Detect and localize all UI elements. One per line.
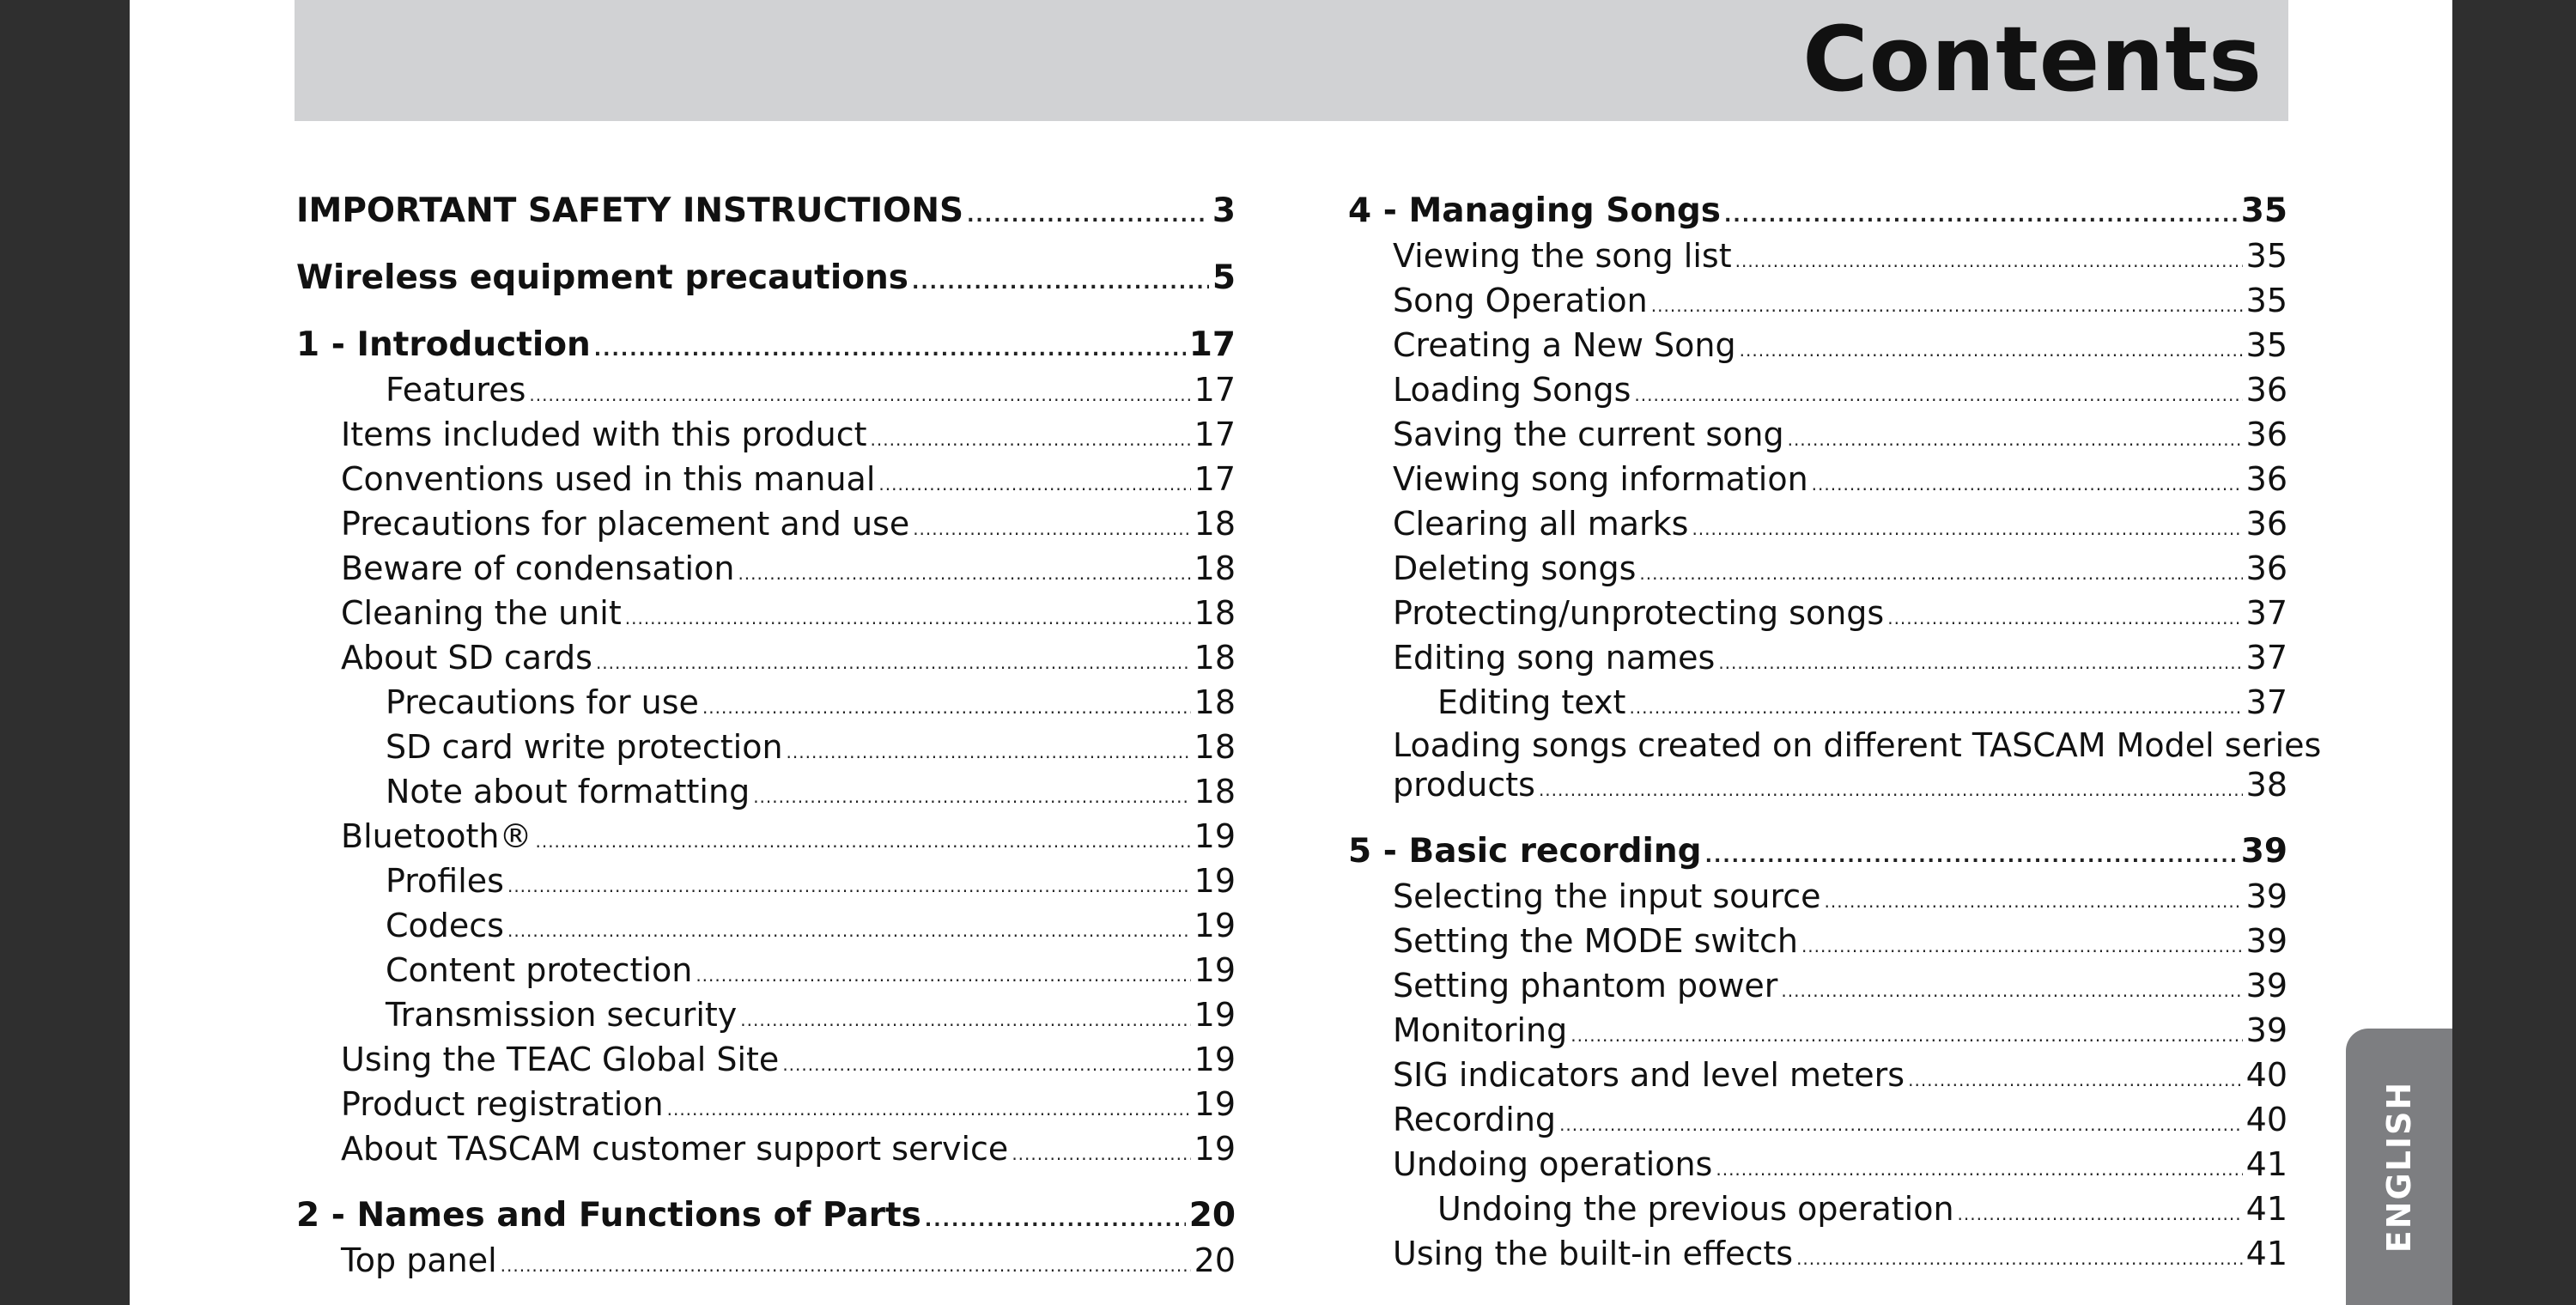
toc-entry[interactable] [296, 725, 1236, 769]
toc-page-number: 18 [1194, 683, 1236, 721]
toc-entry-title: Setting phantom power [1393, 967, 1778, 1005]
toc-entry[interactable] [1348, 367, 2287, 412]
toc-entry-title: Editing song names [1393, 639, 1716, 677]
toc-leader-dots [1629, 685, 2242, 730]
toc-entry[interactable] [296, 367, 1236, 412]
toc-entry[interactable] [296, 1082, 1236, 1126]
toc-leader-dots [1724, 194, 2238, 239]
toc-entry-title: 2 - Names and Functions of Parts [296, 1196, 921, 1235]
toc-entry[interactable] [1348, 412, 2287, 457]
toc-entry-title: About TASCAM customer support service [341, 1130, 1009, 1168]
toc-entry-title: Loading Songs [1393, 371, 1631, 409]
toc-entry-title: Song Operation [1393, 282, 1648, 319]
toc-entry[interactable] [1348, 501, 2287, 546]
toc-leader-dots [1908, 1058, 2243, 1102]
toc-leader-dots [913, 507, 1190, 551]
toc-page-number: 19 [1194, 1041, 1236, 1078]
toc-page-number: 39 [2245, 877, 2287, 915]
toc-page-number: 41 [2245, 1235, 2287, 1272]
toc-page-number: 38 [2245, 766, 2287, 804]
toc-entry-title: Viewing song information [1393, 460, 1808, 498]
toc-entry-title: 5 - Basic recording [1348, 832, 1702, 871]
toc-entry-title: 1 - Introduction [296, 325, 591, 364]
toc-entry-title: Profiles [386, 862, 504, 900]
toc-entry[interactable] [1348, 1097, 2287, 1142]
toc-entry[interactable] [1348, 1187, 2287, 1231]
toc-entry[interactable] [1348, 766, 2287, 807]
toc-leader-dots [535, 819, 1190, 864]
toc-leader-dots [1718, 640, 2242, 685]
toc-page-number: 19 [1194, 996, 1236, 1034]
toc-page-number: 20 [1188, 1196, 1236, 1235]
toc-entry[interactable] [296, 635, 1236, 680]
toc-page-number: 39 [2245, 967, 2287, 1005]
toc-page-number: 35 [2245, 282, 2287, 319]
toc-leader-dots [1571, 1013, 2242, 1058]
toc-entry-title: Precautions for placement and use [341, 505, 910, 543]
toc-entry-title: Cleaning the unit [341, 594, 622, 632]
toc-entry[interactable] [296, 859, 1236, 903]
toc-entry[interactable] [1348, 680, 2287, 725]
toc-leader-dots [1796, 1236, 2243, 1281]
toc-entry-title: Deleting songs [1393, 549, 1637, 587]
language-tab-label: ENGLISH [2380, 1080, 2418, 1253]
toc-page-number: 3 [1212, 191, 1236, 230]
toc-leader-dots [912, 261, 1209, 306]
toc-page-number: 36 [2245, 505, 2287, 543]
toc-page-number: 20 [1194, 1241, 1236, 1279]
toc-left-column [296, 189, 1236, 1283]
toc-page-number: 39 [2245, 922, 2287, 960]
toc-entry[interactable] [296, 992, 1236, 1037]
toc-leader-dots [696, 953, 1190, 998]
toc-leader-dots [1639, 551, 2242, 596]
toc-entry[interactable] [296, 1126, 1236, 1171]
toc-entry-title: Transmission security [386, 996, 738, 1034]
toc-leader-dots [967, 194, 1209, 239]
document-page [130, 0, 2452, 1305]
toc-leader-dots [1735, 239, 2243, 283]
toc-leader-dots [738, 551, 1190, 596]
toc-leader-dots [1634, 373, 2242, 417]
toc-entry[interactable] [296, 412, 1236, 457]
toc-page-number: 18 [1194, 728, 1236, 766]
toc-leader-dots [1781, 968, 2242, 1013]
toc-leader-dots [1559, 1102, 2243, 1147]
toc-entry-title[interactable]: Loading songs created on different TASCAM Model series [1393, 726, 2322, 764]
toc-leader-dots [1651, 283, 2243, 328]
toc-entry[interactable] [296, 501, 1236, 546]
toc-leader-dots [1716, 1147, 2242, 1192]
title-band [295, 0, 2288, 121]
toc-leader-dots [787, 730, 1191, 774]
toc-page-number: 18 [1194, 773, 1236, 810]
toc-right-column [1348, 189, 2322, 1276]
toc-entry[interactable] [296, 769, 1236, 814]
toc-entry-title: Editing text [1437, 683, 1626, 721]
toc-leader-dots [1705, 835, 2238, 879]
toc-page-number: 35 [2245, 237, 2287, 275]
toc-entry-title: IMPORTANT SAFETY INSTRUCTIONS [296, 191, 964, 230]
toc-leader-dots [625, 596, 1191, 640]
toc-entry[interactable] [296, 457, 1236, 501]
toc-entry-title: Wireless equipment precautions [296, 258, 908, 297]
toc-page-number: 35 [2245, 326, 2287, 364]
toc-section-heading[interactable] [1348, 189, 2287, 234]
toc-leader-dots [1692, 507, 2242, 551]
toc-leader-dots [753, 774, 1190, 819]
toc-entry[interactable] [296, 591, 1236, 635]
toc-entry-title: Clearing all marks [1393, 505, 1689, 543]
toc-leader-dots [507, 864, 1191, 908]
toc-leader-dots [740, 998, 1190, 1042]
toc-entry[interactable] [1348, 278, 2287, 323]
toc-entry[interactable] [1348, 1231, 2287, 1276]
toc-section-heading[interactable] [296, 189, 1236, 234]
toc-page-number: 35 [2240, 191, 2287, 230]
toc-entry[interactable] [1348, 963, 2287, 1008]
toc-entry-title: SIG indicators and level meters [1393, 1056, 1905, 1094]
toc-entry-title: Note about formatting [386, 773, 750, 810]
toc-page-number: 37 [2245, 639, 2287, 677]
toc-leader-dots [594, 328, 1186, 373]
toc-leader-dots [667, 1087, 1191, 1132]
toc-entry[interactable] [296, 680, 1236, 725]
toc-page-number: 40 [2245, 1056, 2287, 1094]
toc-entry[interactable] [1348, 1142, 2287, 1187]
toc-entry-title: Using the built-in effects [1393, 1235, 1794, 1272]
toc-leader-dots [878, 462, 1190, 507]
toc-leader-dots [702, 685, 1191, 730]
toc-entry-title: Top panel [341, 1241, 497, 1279]
toc-leader-dots [1740, 328, 2243, 373]
toc-page-number: 17 [1194, 371, 1236, 409]
toc-leader-dots [1812, 462, 2243, 507]
toc-entry[interactable] [1348, 1008, 2287, 1053]
toc-page-number: 19 [1194, 907, 1236, 944]
toc-page-number: 39 [2240, 832, 2287, 871]
language-tab[interactable] [2346, 1029, 2452, 1305]
toc-page-number: 17 [1188, 325, 1236, 364]
toc-entry-title: Precautions for use [386, 683, 699, 721]
page-title: Contents [1802, 7, 2263, 112]
toc-entry[interactable] [1348, 1053, 2287, 1097]
toc-page-number: 39 [2245, 1011, 2287, 1049]
toc-leader-dots [529, 373, 1190, 417]
toc-entry[interactable] [1348, 457, 2287, 501]
toc-entry-title: Setting the MODE switch [1393, 922, 1798, 960]
toc-entry[interactable] [296, 903, 1236, 948]
toc-entry[interactable] [296, 1037, 1236, 1082]
toc-page-number: 36 [2245, 416, 2287, 453]
toc-page-number: 18 [1194, 594, 1236, 632]
toc-leader-dots [596, 640, 1191, 685]
toc-entry-title: Recording [1393, 1101, 1557, 1138]
toc-page-number: 5 [1212, 258, 1236, 297]
toc-entry-title: Protecting/unprotecting songs [1393, 594, 1885, 632]
toc-entry-title: Beware of condensation [341, 549, 735, 587]
toc-entry-title: Undoing the previous operation [1437, 1190, 1954, 1228]
toc-page-number: 19 [1194, 1085, 1236, 1123]
toc-leader-dots [1887, 596, 2242, 640]
toc-entry[interactable] [296, 1238, 1236, 1283]
toc-section-heading[interactable] [1348, 829, 2287, 874]
toc-page-number: 37 [2245, 594, 2287, 632]
toc-leader-dots [1539, 771, 2243, 809]
toc-page-number: 19 [1194, 862, 1236, 900]
toc-page-number: 36 [2245, 549, 2287, 587]
toc-leader-dots [925, 1199, 1186, 1243]
toc-section-heading[interactable] [296, 1193, 1236, 1238]
toc-page-number: 17 [1194, 416, 1236, 453]
toc-leader-dots [1788, 417, 2243, 462]
toc-entry[interactable] [1348, 546, 2287, 591]
toc-entry-title: Saving the current song [1393, 416, 1784, 453]
toc-page-number: 18 [1194, 549, 1236, 587]
toc-leader-dots [1801, 924, 2243, 968]
toc-entry-title: Product registration [341, 1085, 664, 1123]
toc-page-number: 18 [1194, 505, 1236, 543]
toc-entry-title: SD card write protection [386, 728, 783, 766]
toc-entry-title: Content protection [386, 951, 693, 989]
toc-entry[interactable] [1348, 874, 2287, 919]
toc-entry[interactable] [1348, 591, 2287, 635]
toc-page-number: 36 [2245, 460, 2287, 498]
toc-entry-title: Selecting the input source [1393, 877, 1821, 915]
toc-entry-title: 4 - Managing Songs [1348, 191, 1722, 230]
toc-entry-title: Monitoring [1393, 1011, 1568, 1049]
toc-entry-title: Conventions used in this manual [341, 460, 876, 498]
toc-leader-dots [1825, 879, 2243, 924]
toc-page-number: 40 [2245, 1101, 2287, 1138]
toc-page-number: 19 [1194, 817, 1236, 855]
toc-page-number: 19 [1194, 1130, 1236, 1168]
toc-section-heading[interactable] [296, 256, 1236, 300]
toc-leader-dots [1958, 1192, 2243, 1236]
toc-entry-title-cont: products [1393, 766, 1535, 804]
toc-entry[interactable] [1348, 635, 2287, 680]
toc-page-number: 41 [2245, 1145, 2287, 1183]
toc-entry[interactable] [296, 814, 1236, 859]
toc-entry[interactable] [1348, 919, 2287, 963]
toc-entry-title: Codecs [386, 907, 504, 944]
toc-entry[interactable] [1348, 323, 2287, 367]
toc-page-number: 36 [2245, 371, 2287, 409]
toc-entry[interactable] [296, 546, 1236, 591]
toc-section-heading[interactable] [296, 323, 1236, 367]
toc-page-number: 18 [1194, 639, 1236, 677]
toc-entry-title: Features [386, 371, 526, 409]
toc-page-number: 37 [2245, 683, 2287, 721]
toc-page-number: 17 [1194, 460, 1236, 498]
toc-page-number: 41 [2245, 1190, 2287, 1228]
toc-entry-title: Undoing operations [1393, 1145, 1713, 1183]
toc-leader-dots [501, 1243, 1191, 1288]
toc-leader-dots [1012, 1132, 1190, 1176]
toc-page-number: 19 [1194, 951, 1236, 989]
toc-leader-dots [871, 417, 1191, 462]
toc-entry[interactable] [296, 948, 1236, 992]
toc-leader-dots [782, 1042, 1190, 1087]
toc-leader-dots [507, 908, 1191, 953]
toc-entry[interactable] [1348, 234, 2287, 278]
toc-entry-title: Items included with this product [341, 416, 867, 453]
toc-entry-title: Bluetooth® [341, 817, 532, 855]
toc-entry-title: Using the TEAC Global Site [341, 1041, 780, 1078]
toc-entry-title: About SD cards [341, 639, 592, 677]
toc-entry-title: Viewing the song list [1393, 237, 1732, 275]
toc-entry-title: Creating a New Song [1393, 326, 1736, 364]
